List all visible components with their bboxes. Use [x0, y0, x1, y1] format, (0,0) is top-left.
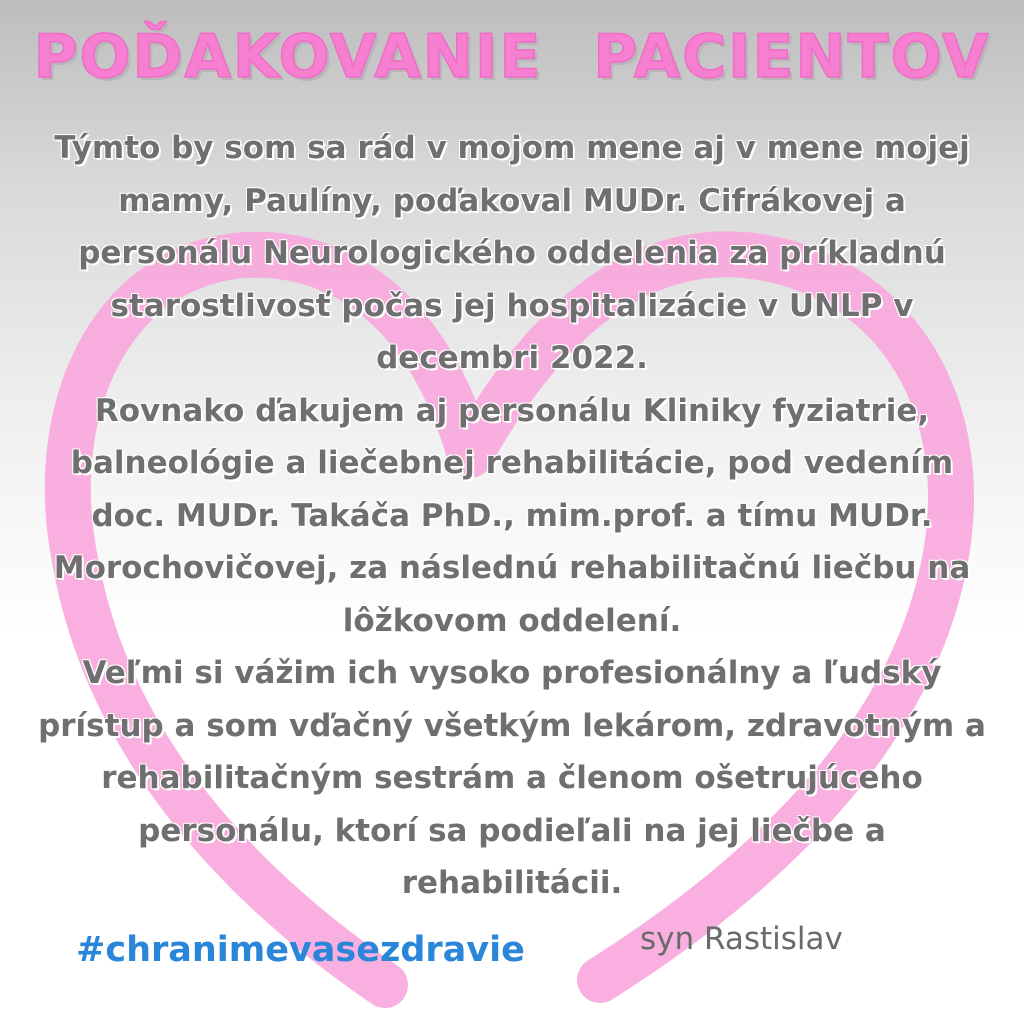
page-title: POĎAKOVANIE PACIENTOV: [33, 22, 991, 92]
message-line: personálu, ktorí sa podieľali na jej liečbe a: [138, 812, 886, 849]
message-line: balneológie a liečebnej rehabilitácie, pod vedením: [70, 445, 954, 481]
message-line: rehabilitačným sestrám a členom ošetrujúceho: [101, 760, 923, 796]
message-line: decembri 2022.: [376, 340, 648, 376]
message-line: Týmto by som sa rád v mojom mene aj v mene mojej: [54, 130, 970, 166]
message-line: mamy, Paulíny, poďakoval MUDr. Cifrákovej a: [118, 182, 906, 219]
message-line: Veľmi si vážim ich vysoko profesionálny a ľudský: [82, 655, 942, 691]
message-line: personálu Neurologického oddelenia za príkladnú: [78, 235, 946, 271]
hashtag-link[interactable]: #chranimevasezdravie: [76, 930, 525, 970]
message-line: Rovnako ďakujem aj personálu Kliniky fyziatrie,: [94, 392, 930, 429]
message-text: [12, 122, 1012, 910]
message-line: starostlivosť počas jej hospitalizácie v UNLP v: [110, 287, 914, 324]
message-line: Morochovičovej, za následnú rehabilitačnú liečbu na: [53, 550, 971, 586]
message-line: doc. MUDr. Takáča PhD., mim.prof. a tímu MUDr.: [91, 497, 933, 534]
message-line: lôžkovom oddelení.: [342, 602, 682, 639]
message-line: prístup a som vďačný všetkým lekárom, zdravotným a: [38, 707, 986, 744]
signature: syn Rastislav: [640, 921, 843, 957]
message-line: rehabilitácii.: [401, 865, 623, 901]
